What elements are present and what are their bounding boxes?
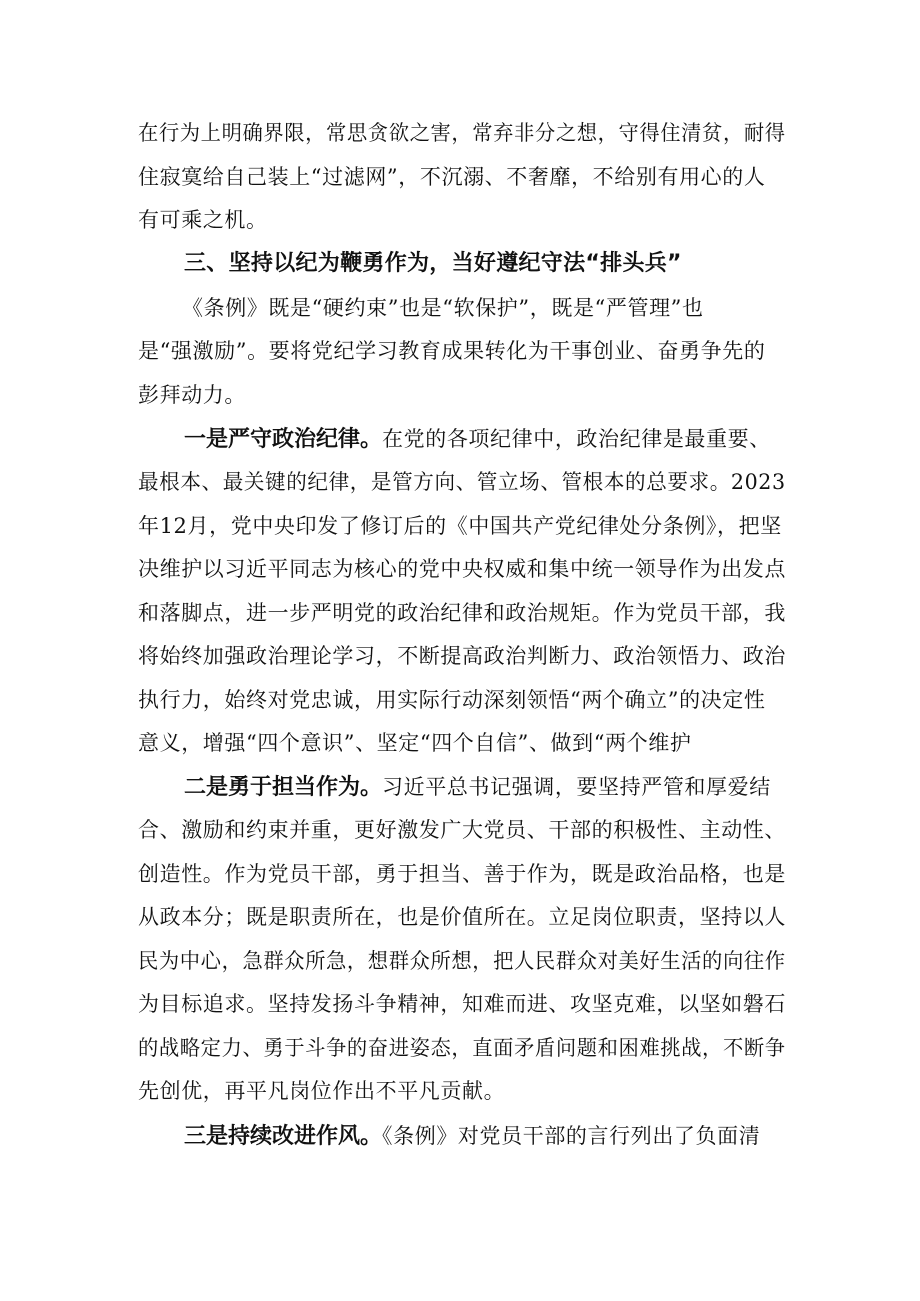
paragraph-line: 意义，增强“四个意识”、坚定“四个自信”、做到“两个维护 [138, 731, 692, 755]
paragraph-lead: 三是持续改进作风。 [184, 1124, 383, 1149]
paragraph-line: 先创优，再平凡岗位作出不平凡贡献。 [138, 1079, 506, 1103]
paragraph-line: 的战略定力、勇于斗争的奋进姿态，直面矛盾问题和困难挑战，不断争 [138, 1036, 786, 1060]
paragraph-line: 合、激励和约束并重，更好激发广大党员、干部的积极性、主动性、 [138, 818, 786, 842]
paragraph-text: 《条例》对党员干部的言行列出了负面清 [382, 1124, 761, 1148]
paragraph-first-line [184, 772, 771, 803]
paragraph-line: 有可乘之机。 [138, 208, 268, 232]
paragraph-line: 创造性。作为党员干部，勇于担当、善于作为，既是政治品格，也是 [138, 862, 786, 886]
paragraph-line: 从政本分；既是职责所在，也是价值所在。立足岗位职责，坚持以人 [138, 905, 786, 929]
paragraph-lead: 二是勇于担当作为。 [184, 775, 383, 800]
paragraph-line: 是“强激励”。要将党纪学习教育成果转化为干事创业、奋勇争先的 [138, 339, 766, 363]
paragraph-line: 彭拜动力。 [138, 383, 246, 407]
paragraph-text: 习近平总书记强调，要坚持严管和厚爱结 [382, 775, 771, 799]
section-heading: 三、坚持以纪为鞭勇作为，当好遵纪守法“排头兵” [184, 251, 682, 276]
paragraph-line: 最根本、最关键的纪律，是管方向、管立场、管根本的总要求。2023 [138, 470, 786, 494]
paragraph-line: 年12月，党中央印发了修订后的《中国共产党纪律处分条例》，把坚 [138, 514, 782, 538]
paragraph-lead: 一是严守政治纪律。 [184, 427, 383, 452]
paragraph-line: 《条例》既是“硬约束”也是“软保护”，既是“严管理”也 [182, 296, 704, 320]
paragraph-line: 执行力，始终对党忠诚，用实际行动深刻领悟“两个确立”的决定性 [138, 688, 766, 712]
paragraph-line: 住寂寞给自己装上“过滤网”，不沉溺、不奢靡，不给别有用心的人 [138, 165, 766, 189]
paragraph-line: 在行为上明确界限，常思贪欲之害，常弃非分之想，守得住清贫，耐得 [138, 121, 786, 145]
paragraph-first-line [184, 1121, 760, 1152]
paragraph-line: 和落脚点，进一步严明党的政治纪律和政治规矩。作为党员干部，我 [138, 601, 786, 625]
paragraph-line: 决维护以习近平同志为核心的党中央权威和集中统一领导作为出发点 [138, 557, 786, 581]
paragraph-line: 将始终加强政治理论学习，不断提高政治判断力、政治领悟力、政治 [138, 644, 786, 668]
paragraph-text: 在党的各项纪律中，政治纪律是最重要、 [382, 427, 771, 451]
paragraph-line: 民为中心，急群众所急，想群众所想，把人民群众对美好生活的向往作 [138, 949, 786, 973]
paragraph-first-line [184, 424, 771, 455]
paragraph-line: 为目标追求。坚持发扬斗争精神，知难而进、攻坚克难，以坚如磐石 [138, 992, 786, 1016]
